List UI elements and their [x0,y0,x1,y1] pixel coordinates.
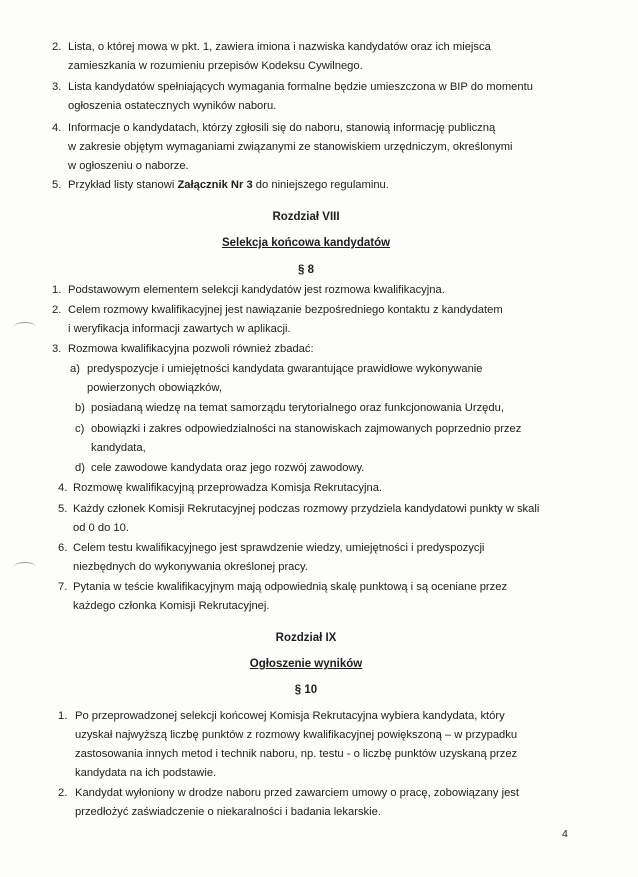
sub-item-text-line: kandydata, [91,442,146,454]
paragraph-sign: § 10 [294,684,318,696]
item-text-line: przedłożyć zaświadczenie o niekaralności i badania lekarskie. [75,806,381,818]
item-text-line: kandydata na ich podstawie. [75,767,217,779]
page-number: 4 [562,828,568,840]
paragraph-sign: § 8 [298,264,314,276]
item-text-line: zastosowania innych metod i technik naboru, np. testu - o liczbę punktów uzyskaną przez [75,748,518,760]
item-text-line: Każdy członek Komisji Rekrutacyjnej podczas rozmowy przydziela kandydatowi punkty w skali [73,503,540,515]
item-text-line: Po przeprowadzonej selekcji końcowej Komisja Rekrutacyjna wybiera kandydata, który [75,710,505,722]
scan-mark [14,562,36,571]
item-number: 3. [52,343,62,355]
chapter-title: Ogłoszenie wyników [249,658,363,670]
item-number: 4. [58,482,68,494]
item-number: 6. [58,542,68,554]
item-text-line: od 0 do 10. [73,522,129,534]
scan-mark [14,322,36,331]
item-number: 7. [58,581,68,593]
item-text-line: Rozmowa kwalifikacyjna pozwoli również zbadać: [68,343,314,355]
item-text-line: Celem testu kwalifikacyjnego jest sprawdzenie wiedzy, umiejętności i predyspozycji [73,542,485,554]
item-text-line: Informacje o kandydatach, którzy zgłosili się do naboru, stanowią informację publiczną [68,122,496,134]
item-text-line: Lista kandydatów spełniających wymagania formalne będzie umieszczona w BIP do momentu [68,81,533,93]
sub-item-letter: d) [75,462,85,474]
item-number: 1. [58,710,68,722]
item-number: 5. [58,503,68,515]
item-number: 2. [52,304,62,316]
sub-item-letter: b) [75,402,85,414]
item-text-line: Podstawowym elementem selekcji kandydatów jest rozmowa kwalifikacyjna. [68,284,445,296]
item-text-line: i weryfikacja informacji zawartych w aplikacji. [68,323,291,335]
item-number: 1. [52,284,62,296]
chapter-title: Selekcja końcowa kandydatów [221,237,391,249]
sub-item-text-line: cele zawodowe kandydata oraz jego rozwój zawodowy. [91,462,365,474]
sub-item-text-line: powierzonych obowiązków, [87,382,222,394]
item-number: 4. [52,122,62,134]
item-text-line: Przykład listy stanowi Załącznik Nr 3 do niniejszego regulaminu. [68,179,389,191]
item-text-line: ogłoszenia ostatecznych wyników naboru. [68,100,277,112]
sub-item-letter: c) [75,423,85,435]
sub-item-text-line: obowiązki i zakres odpowiedzialności na stanowiskach zajmowanych poprzednio przez [91,423,522,435]
chapter-heading: Rozdział IX [275,632,337,644]
item-number: 5. [52,179,62,191]
item-text-line: Lista, o której mowa w pkt. 1, zawiera imiona i nazwiska kandydatów oraz ich miejsca [68,41,491,53]
item-text-line: Pytania w teście kwalifikacyjnym mają odpowiednią skalę punktową i są oceniane przez [73,581,508,593]
item-text-line: w ogłoszeniu o naborze. [68,160,189,172]
sub-item-text-line: predyspozycje i umiejętności kandydata gwarantujące prawidłowe wykonywanie [87,363,483,375]
item-number: 2. [58,787,68,799]
item-text-line: Celem rozmowy kwalifikacyjnej jest nawiązanie bezpośredniego kontaktu z kandydatem [68,304,503,316]
item-number: 3. [52,81,62,93]
item-text-line: uzyskał najwyższą liczbę punktów z rozmowy kwalifikacyjnej powiększoną – w przypadku [75,729,518,741]
item-text-line: zamieszkania w rozumieniu przepisów Kodeksu Cywilnego. [68,60,363,72]
item-text-line: każdego członka Komisji Rekrutacyjnej. [73,600,270,612]
sub-item-text-line: posiadaną wiedzę na temat samorządu terytorialnego oraz funkcjonowania Urzędu, [91,402,504,414]
annex-reference: Załącznik Nr 3 [177,179,253,191]
item-text-line: Rozmowę kwalifikacyjną przeprowadza Komisja Rekrutacyjna. [73,482,383,494]
item-text-line: w zakresie objętym wymaganiami związanymi ze stanowiskiem urzędniczym, określonymi [68,141,513,153]
item-text-line: niezbędnych do wykonywania określonej pracy. [73,561,308,573]
chapter-heading: Rozdział VIII [272,211,340,223]
item-text-line: Kandydat wyłoniony w drodze naboru przed zawarciem umowy o pracę, zobowiązany jest [75,787,519,799]
item-number: 2. [52,41,62,53]
sub-item-letter: a) [70,363,80,375]
